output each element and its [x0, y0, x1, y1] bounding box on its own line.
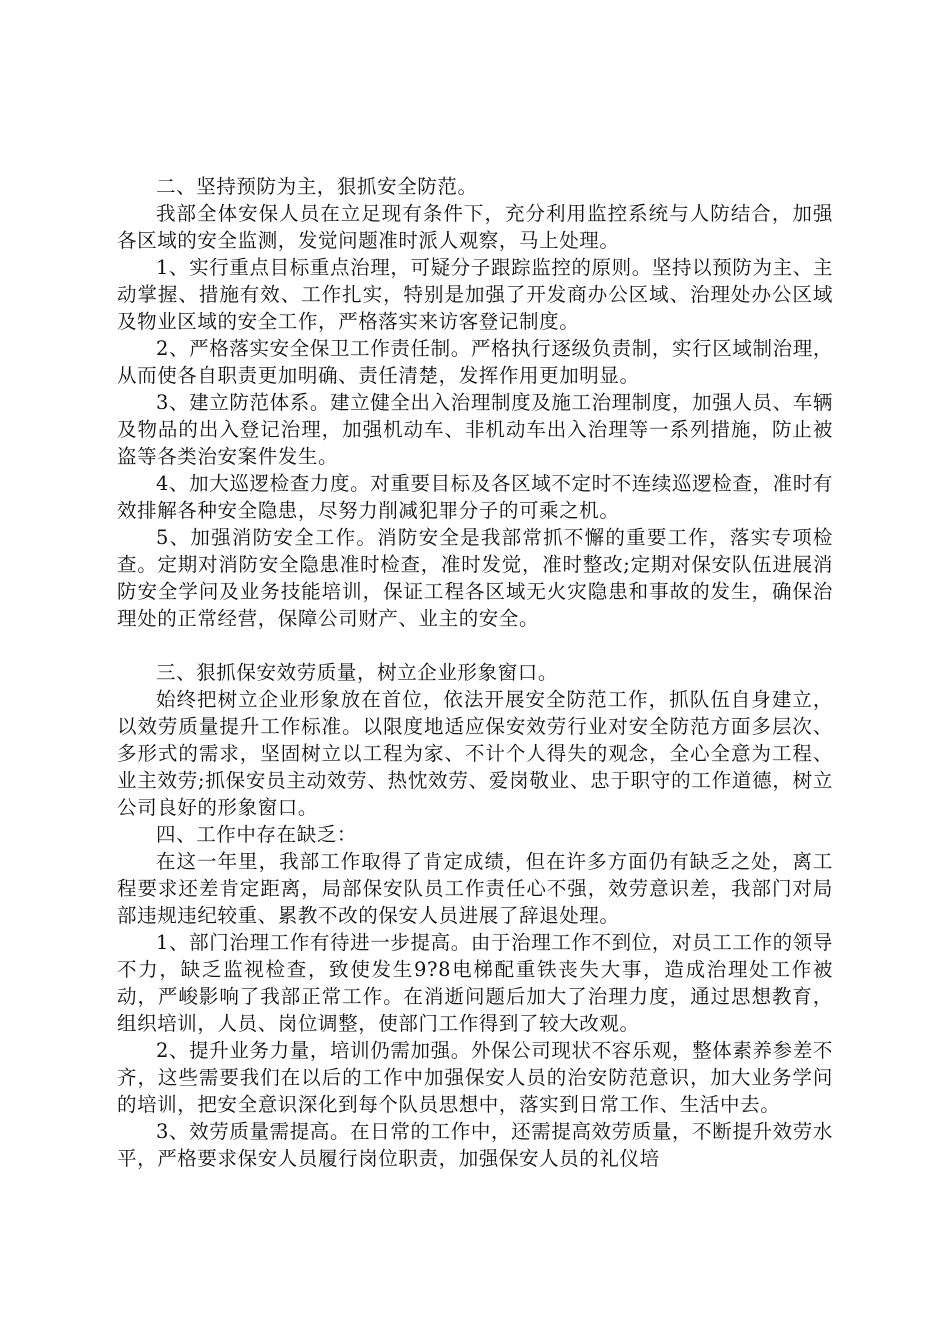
section-heading-service-quality: 三、狠抓保安效劳质量，树立企业形象窗口。: [156, 661, 559, 684]
paragraph: 3、效劳质量需提高。在日常的工作中，还需提高效劳质量，不断提升效劳水平，严格要求保安人员履行岗位职责，加强保安人员的礼仪培: [117, 1120, 833, 1170]
paragraph: 1、实行重点目标重点治理，可疑分子跟踪监控的原则。坚持以预防为主、主动掌握、措施有效、工作扎实，特别是加强了开发商办公区域、治理处办公区域及物业区域的安全工作，严格落实来访客登记制度。: [117, 256, 833, 333]
paragraph: 1、部门治理工作有待进一步提高。由于治理工作不到位，对员工工作的领导不力，缺乏监视检查，致使发生9?8电梯配重铁丧失大事，造成治理处工作被动，严峻影响了我部正常工作。在消逝问题后加大了治理力度，通过思想教育，组织培训，人员、岗位调整，使部门工作得到了较大改观。: [117, 931, 833, 1035]
paragraph: 2、严格落实安全保卫工作责任制。严格执行逐级负责制，实行区域制治理，从而使各自职责更加明确、责任清楚，发挥作用更加明显。: [117, 337, 833, 387]
section-heading-shortcomings: 四、工作中存在缺乏：: [156, 823, 358, 846]
paragraph: 在这一年里，我部工作取得了肯定成绩，但在许多方面仍有缺乏之处，离工程要求还差肯定距离，局部保安队员工作责任心不强，效劳意识差，我部门对局部违规违纪较重、累教不改的保安人员进展了辞退处理。: [117, 850, 833, 927]
paragraph: 5、加强消防安全工作。消防安全是我部常抓不懈的重要工作，落实专项检查。定期对消防安全隐患准时检查，准时发觉，准时整改;定期对保安队伍进展消防安全学问及业务技能培训，保证工程各区域无火灾隐患和事故的发生，确保治理处的正常经营，保障公司财产、业主的安全。: [117, 526, 833, 630]
document-body: [117, 173, 833, 1172]
paragraph: 我部全体安保人员在立足现有条件下，充分利用监控系统与人防结合，加强各区域的安全监测，发觉问题准时派人观察，马上处理。: [117, 202, 833, 252]
paragraph: 始终把树立企业形象放在首位，依法开展安全防范工作，抓队伍自身建立，以效劳质量提升工作标准。以限度地适应保安效劳行业对安全防范方面多层次、多形式的需求，坚固树立以工程为家、不计个人得失的观念，全心全意为工程、业主效劳;抓保安员主动效劳、热忱效劳、爱岗敬业、忠于职守的工作道德，树立公司良好的形象窗口。: [117, 688, 833, 819]
paragraph: 2、提升业务力量，培训仍需加强。外保公司现状不容乐观，整体素养参差不齐，这些需要我们在以后的工作中加强保安人员的治安防范意识，加大业务学问的培训，把安全意识深化到每个队员思想中，落实到日常工作、生活中去。: [117, 1039, 833, 1116]
paragraph: 3、建立防范体系。建立健全出入治理制度及施工治理制度，加强人员、车辆及物品的出入登记治理，加强机动车、非机动车出入治理等一系列措施，防止被盗等各类治安案件发生。: [117, 391, 833, 468]
section-heading-prevention: 二、坚持预防为主，狠抓安全防范。: [156, 175, 478, 198]
paragraph: 4、加大巡逻检查力度。对重要目标及各区域不定时不连续巡逻检查，准时有效排解各种安全隐患，尽努力削减犯罪分子的可乘之机。: [117, 472, 833, 522]
